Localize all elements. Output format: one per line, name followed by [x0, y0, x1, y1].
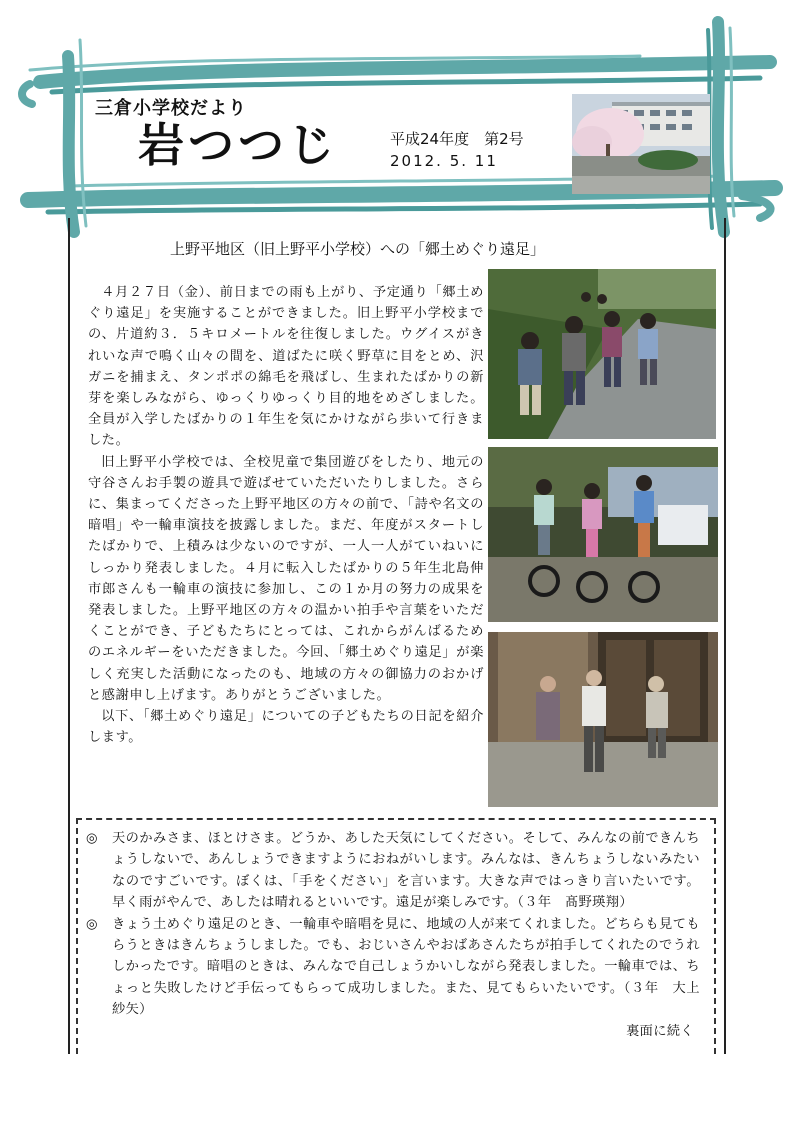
school-building-photo [572, 94, 710, 194]
issue-number: 平成24年度 第2号 [390, 130, 524, 148]
right-border-line [724, 218, 726, 1054]
bullet-mark: ◎ [86, 831, 98, 846]
unicycle-performance-photo [488, 447, 718, 622]
diary-entry-text: 天のかみさま、ほとけさま。どうか、あした天気にしてください。そして、みんなの前できんちょうしないで、あんしょうできますようにおねがいします。みんなは、きんちょうしないみたいなのですごいです。ぼくは、「手をください」を言います。大きな声ではっきり言いたいです。早く雨がやんで、あしたは晴れるといいです。遠足が楽しみです。（３年 髙野瑛翔） [112, 831, 700, 911]
article-paragraph-3: 以下、「郷土めぐり遠足」についての子どもたちの日記を紹介します。 [88, 709, 484, 746]
school-name: 三倉小学校だより [95, 98, 247, 119]
newsletter-title: 岩つつじ [138, 118, 338, 172]
diary-entry [86, 914, 700, 1021]
diary-entry [86, 828, 700, 914]
diary-entry-text: きょう土めぐり遠足のとき、一輪車や暗唱を見に、地域の人が来てくれました。どちらも見てもらうときはきんちょうしました。でも、おじいさんやおばあさんたちが拍手してくれたのでうれしかったです。暗唱のときは、みんなで自己しょうかいしながら発表しました。一輪車では、ちょっと失敗したけど手伝ってもらって成功しました。また、見てもらいたいです。（３年 大上紗矢） [112, 916, 700, 1018]
community-members-photo [488, 632, 718, 807]
bullet-mark: ◎ [86, 916, 98, 932]
article-paragraph-1: ４月２７日（金）、前日までの雨も上がり、予定通り「郷土めぐり遠足」を実施することができました。旧上野平小学校までの、片道約３．５キロメートルを往復しました。ウグイスがきれいな声で鳴く山々の間を、道ばたに咲く野草に目をとめ、沢ガニを捕まえ、タンポポの綿毛を飛ばし、生まれたばかりの新芽を楽しみながら、ゆっくりゆっくり目的地をめざしました。全員が入学したばかりの１年生を気にかけながら歩いて行きました。 [88, 285, 484, 449]
article-title: 上野平地区（旧上野平小学校）への「郷土めぐり遠足」 [170, 240, 546, 258]
continued-on-back-note: 裏面に続く [626, 1023, 694, 1039]
issue-date: 2012. 5. 11 [390, 152, 498, 170]
hiking-students-photo [488, 269, 716, 439]
left-border-line [68, 218, 70, 1054]
article-body [88, 282, 484, 748]
article-paragraph-2: 旧上野平小学校では、全校児童で集団遊びをしたり、地元の守谷さんお手製の遊具で遊ばせていただいたりしました。さらに、集まってくださった上野平地区の方々の前で、「詩や名文の暗唱」や一輪車演技を披露しました。まだ、年度がスタートしたばかりで、上積みは少ないのですが、一人一人がていねいにしっかり発表しました。４月に転入したばかりの５年生北島伸市郎さんも一輪車の演技に参加し、この１か月の努力の成果を発表しました。上野平地区の方々の温かい拍手や言葉をいただくことができ、子どもたちにとっては、これからがんばるためのエネルギーをいただきました。今回、「郷土めぐり遠足」が楽しく充実した活動になったのも、地域の方々の御協力のおかげと感謝申し上げます。ありがとうございました。 [88, 454, 484, 703]
children-diary-box [76, 818, 716, 1054]
